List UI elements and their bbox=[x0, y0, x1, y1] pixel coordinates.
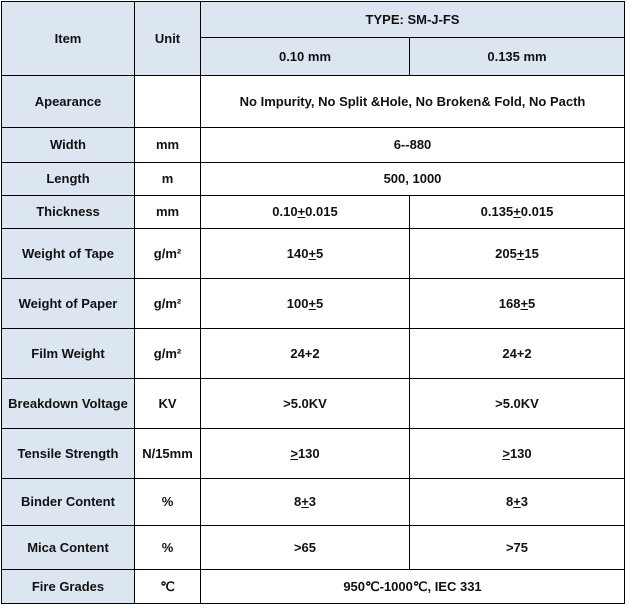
row-value-1: 100+5 bbox=[201, 279, 410, 329]
row-value-1: 24+2 bbox=[201, 329, 410, 379]
row-value-2: 168+5 bbox=[410, 279, 625, 329]
row-value-1: >5.0KV bbox=[201, 379, 410, 429]
row-value-1: 0.10+0.015 bbox=[201, 196, 410, 229]
row-value: 500, 1000 bbox=[201, 163, 625, 196]
row-unit: g/m² bbox=[135, 329, 201, 379]
row-value-1: >65 bbox=[201, 526, 410, 570]
row-unit: g/m² bbox=[135, 229, 201, 279]
row-value-2: >75 bbox=[410, 526, 625, 570]
row-value-2: 24+2 bbox=[410, 329, 625, 379]
row-unit: KV bbox=[135, 379, 201, 429]
header-variant-2: 0.135 mm bbox=[410, 38, 625, 76]
row-value-2: 205+15 bbox=[410, 229, 625, 279]
header-unit: Unit bbox=[135, 2, 201, 76]
row-unit: % bbox=[135, 526, 201, 570]
row-label: Binder Content bbox=[2, 479, 135, 526]
row-unit: mm bbox=[135, 196, 201, 229]
row-value-2: 0.135+0.015 bbox=[410, 196, 625, 229]
row-value-2: >130 bbox=[410, 429, 625, 479]
row-value-1: 8+3 bbox=[201, 479, 410, 526]
row-value: 950℃-1000℃, IEC 331 bbox=[201, 570, 625, 604]
row-label: Tensile Strength bbox=[2, 429, 135, 479]
row-label: Mica Content bbox=[2, 526, 135, 570]
header-item: Item bbox=[2, 2, 135, 76]
row-value-2: 8+3 bbox=[410, 479, 625, 526]
row-value-1: >130 bbox=[201, 429, 410, 479]
row-unit: g/m² bbox=[135, 279, 201, 329]
row-value: No Impurity, No Split &Hole, No Broken& Fold, No Pacth bbox=[201, 76, 625, 128]
row-value: 6--880 bbox=[201, 128, 625, 163]
row-label: Weight of Tape bbox=[2, 229, 135, 279]
row-unit: % bbox=[135, 479, 201, 526]
row-unit: m bbox=[135, 163, 201, 196]
row-unit: N/15mm bbox=[135, 429, 201, 479]
row-label: Length bbox=[2, 163, 135, 196]
row-label: Thickness bbox=[2, 196, 135, 229]
row-label: Film Weight bbox=[2, 329, 135, 379]
row-unit: ℃ bbox=[135, 570, 201, 604]
row-unit: mm bbox=[135, 128, 201, 163]
row-label: Apearance bbox=[2, 76, 135, 128]
row-label: Width bbox=[2, 128, 135, 163]
row-unit bbox=[135, 76, 201, 128]
header-type: TYPE: SM-J-FS bbox=[201, 2, 625, 38]
row-value-1: 140+5 bbox=[201, 229, 410, 279]
row-value-2: >5.0KV bbox=[410, 379, 625, 429]
header-variant-1: 0.10 mm bbox=[201, 38, 410, 76]
spec-table bbox=[1, 1, 625, 604]
row-label: Breakdown Voltage bbox=[2, 379, 135, 429]
row-label: Weight of Paper bbox=[2, 279, 135, 329]
row-label: Fire Grades bbox=[2, 570, 135, 604]
